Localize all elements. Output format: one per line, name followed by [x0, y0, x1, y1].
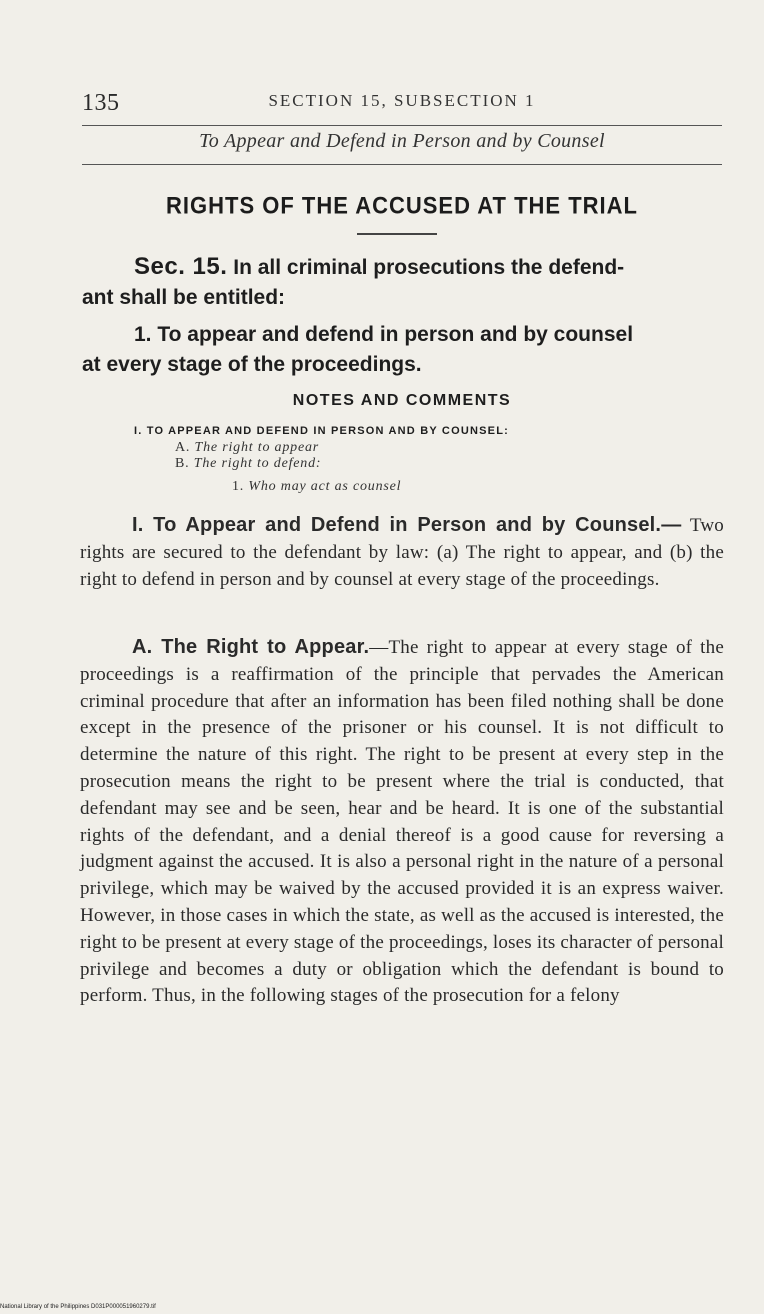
- section-label: Sec. 15.: [134, 253, 228, 280]
- paragraph-intro: [80, 512, 724, 593]
- section-15-text: [82, 252, 722, 313]
- running-head: SECTION 15, SUBSECTION 1: [268, 91, 536, 110]
- page-header: [82, 88, 722, 122]
- chapter-title: RIGHTS OF THE ACCUSED AT THE TRIAL: [166, 191, 638, 219]
- page-number: 135: [82, 90, 120, 116]
- paragraph-a-lead: A. The Right to Appear.: [132, 636, 370, 658]
- paragraph-a-text: —The right to appear at every stage of the proceedings is a reaffirmation of the principle that pervades the American criminal procedure that after an information has been filed nothing shall be done except in the presence of the prisoner or his counsel. It is not difficult to determine the nature of this right. The right to be present at every step in the prosecution means the right to be present where the trial is conducted, that defendant may see and be seen, hear and be heard. It is one of the substantial rights of the defendant, and a denial thereof is a good cause for reversing a judgment against the accused. It is also a personal right in the nature of a personal privilege, which may be waived by the accused provided it is an express waiver. However, in those cases in which the state, as well as the accused is interested, the right to be present at every stage of the proceedings, loses its character of personal privilege and becomes a duty or obligation which the defendant is bound to perform. Thus, in the following stages of the prosecution for a felony: [80, 637, 724, 1007]
- subsection-1-text: [82, 320, 722, 380]
- outline-item-1-text: Who may act as counsel: [248, 479, 402, 494]
- notes-title: NOTES AND COMMENTS: [292, 392, 512, 409]
- outline-item-1: [232, 479, 401, 495]
- paragraph-right-to-appear: [80, 634, 724, 1010]
- header-rule-bottom: [82, 164, 722, 165]
- outline-item-b: [175, 456, 321, 472]
- scan-footer: National Library of the Philippines D031P000051960279.tif: [0, 1304, 156, 1310]
- outline-item-b-letter: B.: [175, 456, 190, 471]
- outline-item-a: [175, 440, 319, 456]
- outline-item-a-text: The right to appear: [194, 440, 320, 455]
- outline-item-a-letter: A.: [175, 440, 191, 455]
- paragraph-intro-lead: I. To Appear and Defend in Person and by Counsel.—: [132, 514, 682, 536]
- header-rule-top: [82, 125, 722, 126]
- section-text-line1: In all criminal prosecutions the defend-: [233, 256, 625, 279]
- outline-heading: I. TO APPEAR AND DEFEND IN PERSON AND BY COUNSEL:: [134, 425, 509, 437]
- outline-item-b-text: The right to defend:: [193, 456, 322, 471]
- title-divider: [357, 233, 437, 235]
- outline-item-1-number: 1.: [232, 479, 245, 494]
- section-text-line2: ant shall be entitled:: [82, 286, 286, 309]
- paragraph-intro-text: Two rights are secured to the defendant by law: (a) The right to appear, and (b) the right to defend in person and by counsel at every stage of the proceedings.: [80, 515, 724, 590]
- subsection-1-line2: at every stage of the proceedings.: [82, 353, 422, 376]
- subsection-heading: To Appear and Defend in Person and by Counsel: [199, 130, 605, 152]
- subsection-1-line1: 1. To appear and defend in person and by counsel: [134, 323, 634, 346]
